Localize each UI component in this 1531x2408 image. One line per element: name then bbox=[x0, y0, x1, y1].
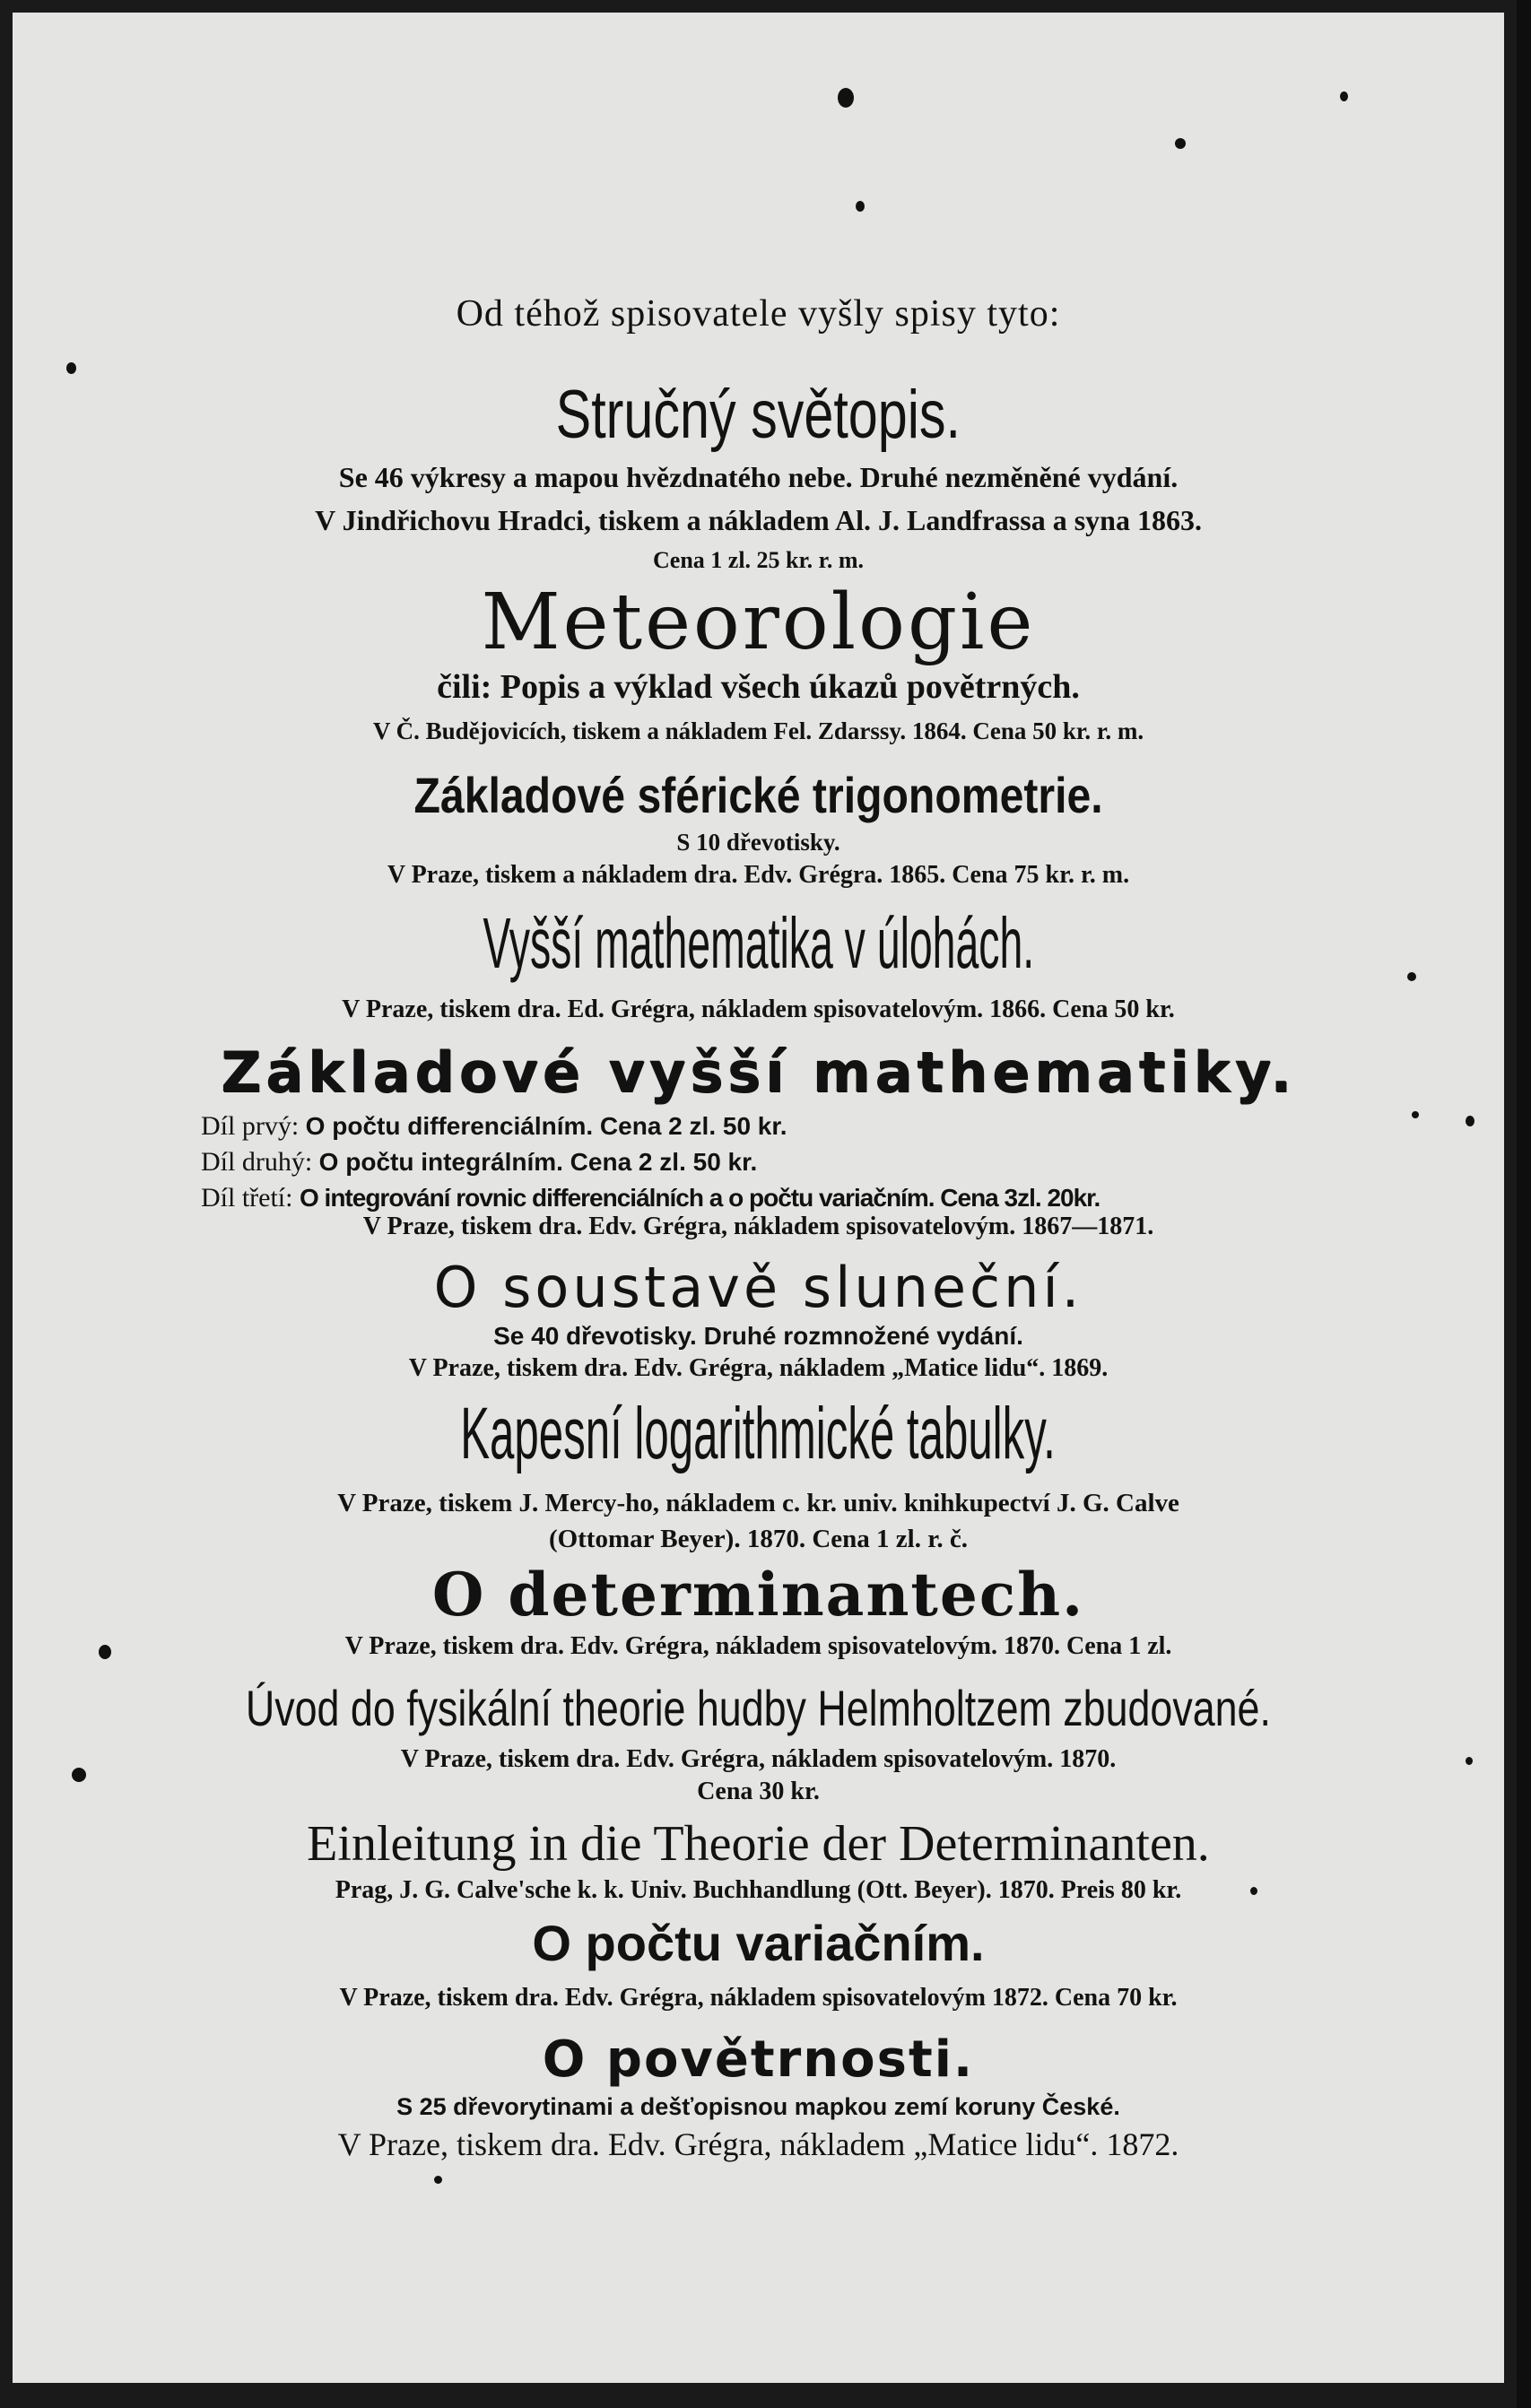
entry-title: Základové sférické trigonometrie. bbox=[413, 767, 1103, 823]
entry-title: Kapesní logarithmické tabulky. bbox=[460, 1393, 1057, 1474]
entry-5-line-1: V Praze, tiskem dra. Edv. Grégra, nákladem spisovatelovým. 1867—1871. bbox=[362, 1213, 1154, 1240]
part-text: O počtu differenciálním. Cena 2 zl. 50 kr. bbox=[305, 1112, 787, 1140]
ink-speck bbox=[66, 362, 76, 374]
part-1 bbox=[201, 1111, 787, 1142]
ink-speck bbox=[1412, 1111, 1419, 1118]
entry-1-line-2: V Jindřichovu Hradci, tiskem a nákladem Al. J. Landfrassa a syna 1863. bbox=[315, 504, 1202, 536]
entry-10-line-1: Prag, J. G. Calve'sche k. k. Univ. Buchhandlung (Ott. Beyer). 1870. Preis 80 kr. bbox=[335, 1876, 1182, 1904]
entry-7-line-1: V Praze, tiskem J. Mercy-ho, nákladem c. kr. univ. knihkupectví J. G. Calve bbox=[337, 1489, 1179, 1517]
part-text: O počtu integrálním. Cena 2 zl. 50 kr. bbox=[318, 1148, 758, 1176]
entry-4-line-1: V Praze, tiskem dra. Ed. Grégra, nákladem spisovatelovým. 1866. Cena 50 kr. bbox=[342, 995, 1175, 1023]
entry-title: Stručný světopis. bbox=[555, 377, 961, 453]
entry-7-line-2: (Ottomar Beyer). 1870. Cena 1 zl. r. č. bbox=[548, 1525, 969, 1553]
part-label: Díl třetí: bbox=[201, 1183, 293, 1213]
ink-speck bbox=[1175, 138, 1186, 149]
entry-title: Úvod do fysikální theorie hudby Helmholtzem zbudované. bbox=[245, 1680, 1272, 1736]
entry-6-title: O soustavě sluneční. bbox=[433, 1255, 1083, 1320]
book-page bbox=[13, 13, 1504, 2383]
intro-line: Od téhož spisovatele vyšly spisy tyto: bbox=[456, 293, 1061, 335]
entry-3-line-2: V Praze, tiskem a nákladem dra. Edv. Grégra. 1865. Cena 75 kr. r. m. bbox=[387, 861, 1130, 889]
entry-11-line-1: V Praze, tiskem dra. Edv. Grégra, nákladem spisovatelovým 1872. Cena 70 kr. bbox=[339, 1984, 1178, 2012]
entry-12-line-1: S 25 dřevorytinami a dešťopisnou mapkou zemí koruny České. bbox=[396, 2093, 1120, 2120]
entry-12-line-2: V Praze, tiskem dra. Edv. Grégra, nákladem „Matice lidu“. 1872. bbox=[337, 2126, 1179, 2162]
entry-10-title: Einleitung in die Theorie der Determinanten. bbox=[307, 1816, 1210, 1872]
scan-edge bbox=[1517, 0, 1531, 2408]
entry-6-line-1: Se 40 dřevotisky. Druhé rozmnožené vydání. bbox=[493, 1322, 1023, 1350]
entry-11-title: O počtu variačním. bbox=[532, 1915, 985, 1971]
part-3 bbox=[201, 1183, 1100, 1213]
part-2 bbox=[201, 1147, 757, 1178]
ink-speck bbox=[856, 201, 865, 212]
entry-9 bbox=[13, 1679, 1504, 1737]
part-text: O integrování rovnic differenciálních a o počtu variačním. Cena 3zl. 20kr. bbox=[299, 1184, 1100, 1212]
entry-4 bbox=[13, 902, 1504, 985]
ink-speck bbox=[434, 2176, 442, 2184]
entry-6-line-2: V Praze, tiskem dra. Edv. Grégra, nákladem „Matice lidu“. 1869. bbox=[408, 1354, 1109, 1382]
ink-speck bbox=[1340, 91, 1348, 101]
entry-2-line-1: čili: Popis a výklad všech úkazů povětrných. bbox=[437, 668, 1080, 706]
entry-9-line-2: Cena 30 kr. bbox=[697, 1778, 820, 1805]
entry-1-line-1: Se 46 výkresy a mapou hvězdnatého nebe. Druhé nezměněné vydání. bbox=[338, 461, 1179, 493]
ink-speck bbox=[1466, 1116, 1474, 1126]
entry-3-line-1: S 10 dřevotisky. bbox=[676, 829, 840, 856]
part-label: Díl prvý: bbox=[201, 1111, 300, 1141]
entry-2-line-2: V Č. Budějovicích, tiskem a nákladem Fel. Zdarssy. 1864. Cena 50 kr. r. m. bbox=[372, 717, 1144, 744]
entry-7 bbox=[13, 1392, 1504, 1476]
entry-5-title: Základové vyšší mathematiky. bbox=[221, 1039, 1296, 1105]
entry-8-title: O determinantech. bbox=[431, 1560, 1085, 1630]
entry-8-line-1: V Praze, tiskem dra. Edv. Grégra, nákladem spisovatelovým. 1870. Cena 1 zl. bbox=[344, 1632, 1172, 1660]
entry-12-title: O povětrnosti. bbox=[542, 2030, 975, 2089]
entry-title: Vyšší mathematika v úlohách. bbox=[483, 903, 1034, 983]
entry-2-title: Meteorologie bbox=[481, 578, 1036, 667]
entry-3 bbox=[13, 766, 1504, 824]
entry-1 bbox=[13, 376, 1504, 454]
ink-speck bbox=[838, 88, 854, 108]
entry-1-line-3: Cena 1 zl. 25 kr. r. m. bbox=[653, 547, 864, 573]
part-label: Díl druhý: bbox=[201, 1147, 313, 1177]
entry-9-line-1: V Praze, tiskem dra. Edv. Grégra, nákladem spisovatelovým. 1870. bbox=[400, 1745, 1117, 1773]
